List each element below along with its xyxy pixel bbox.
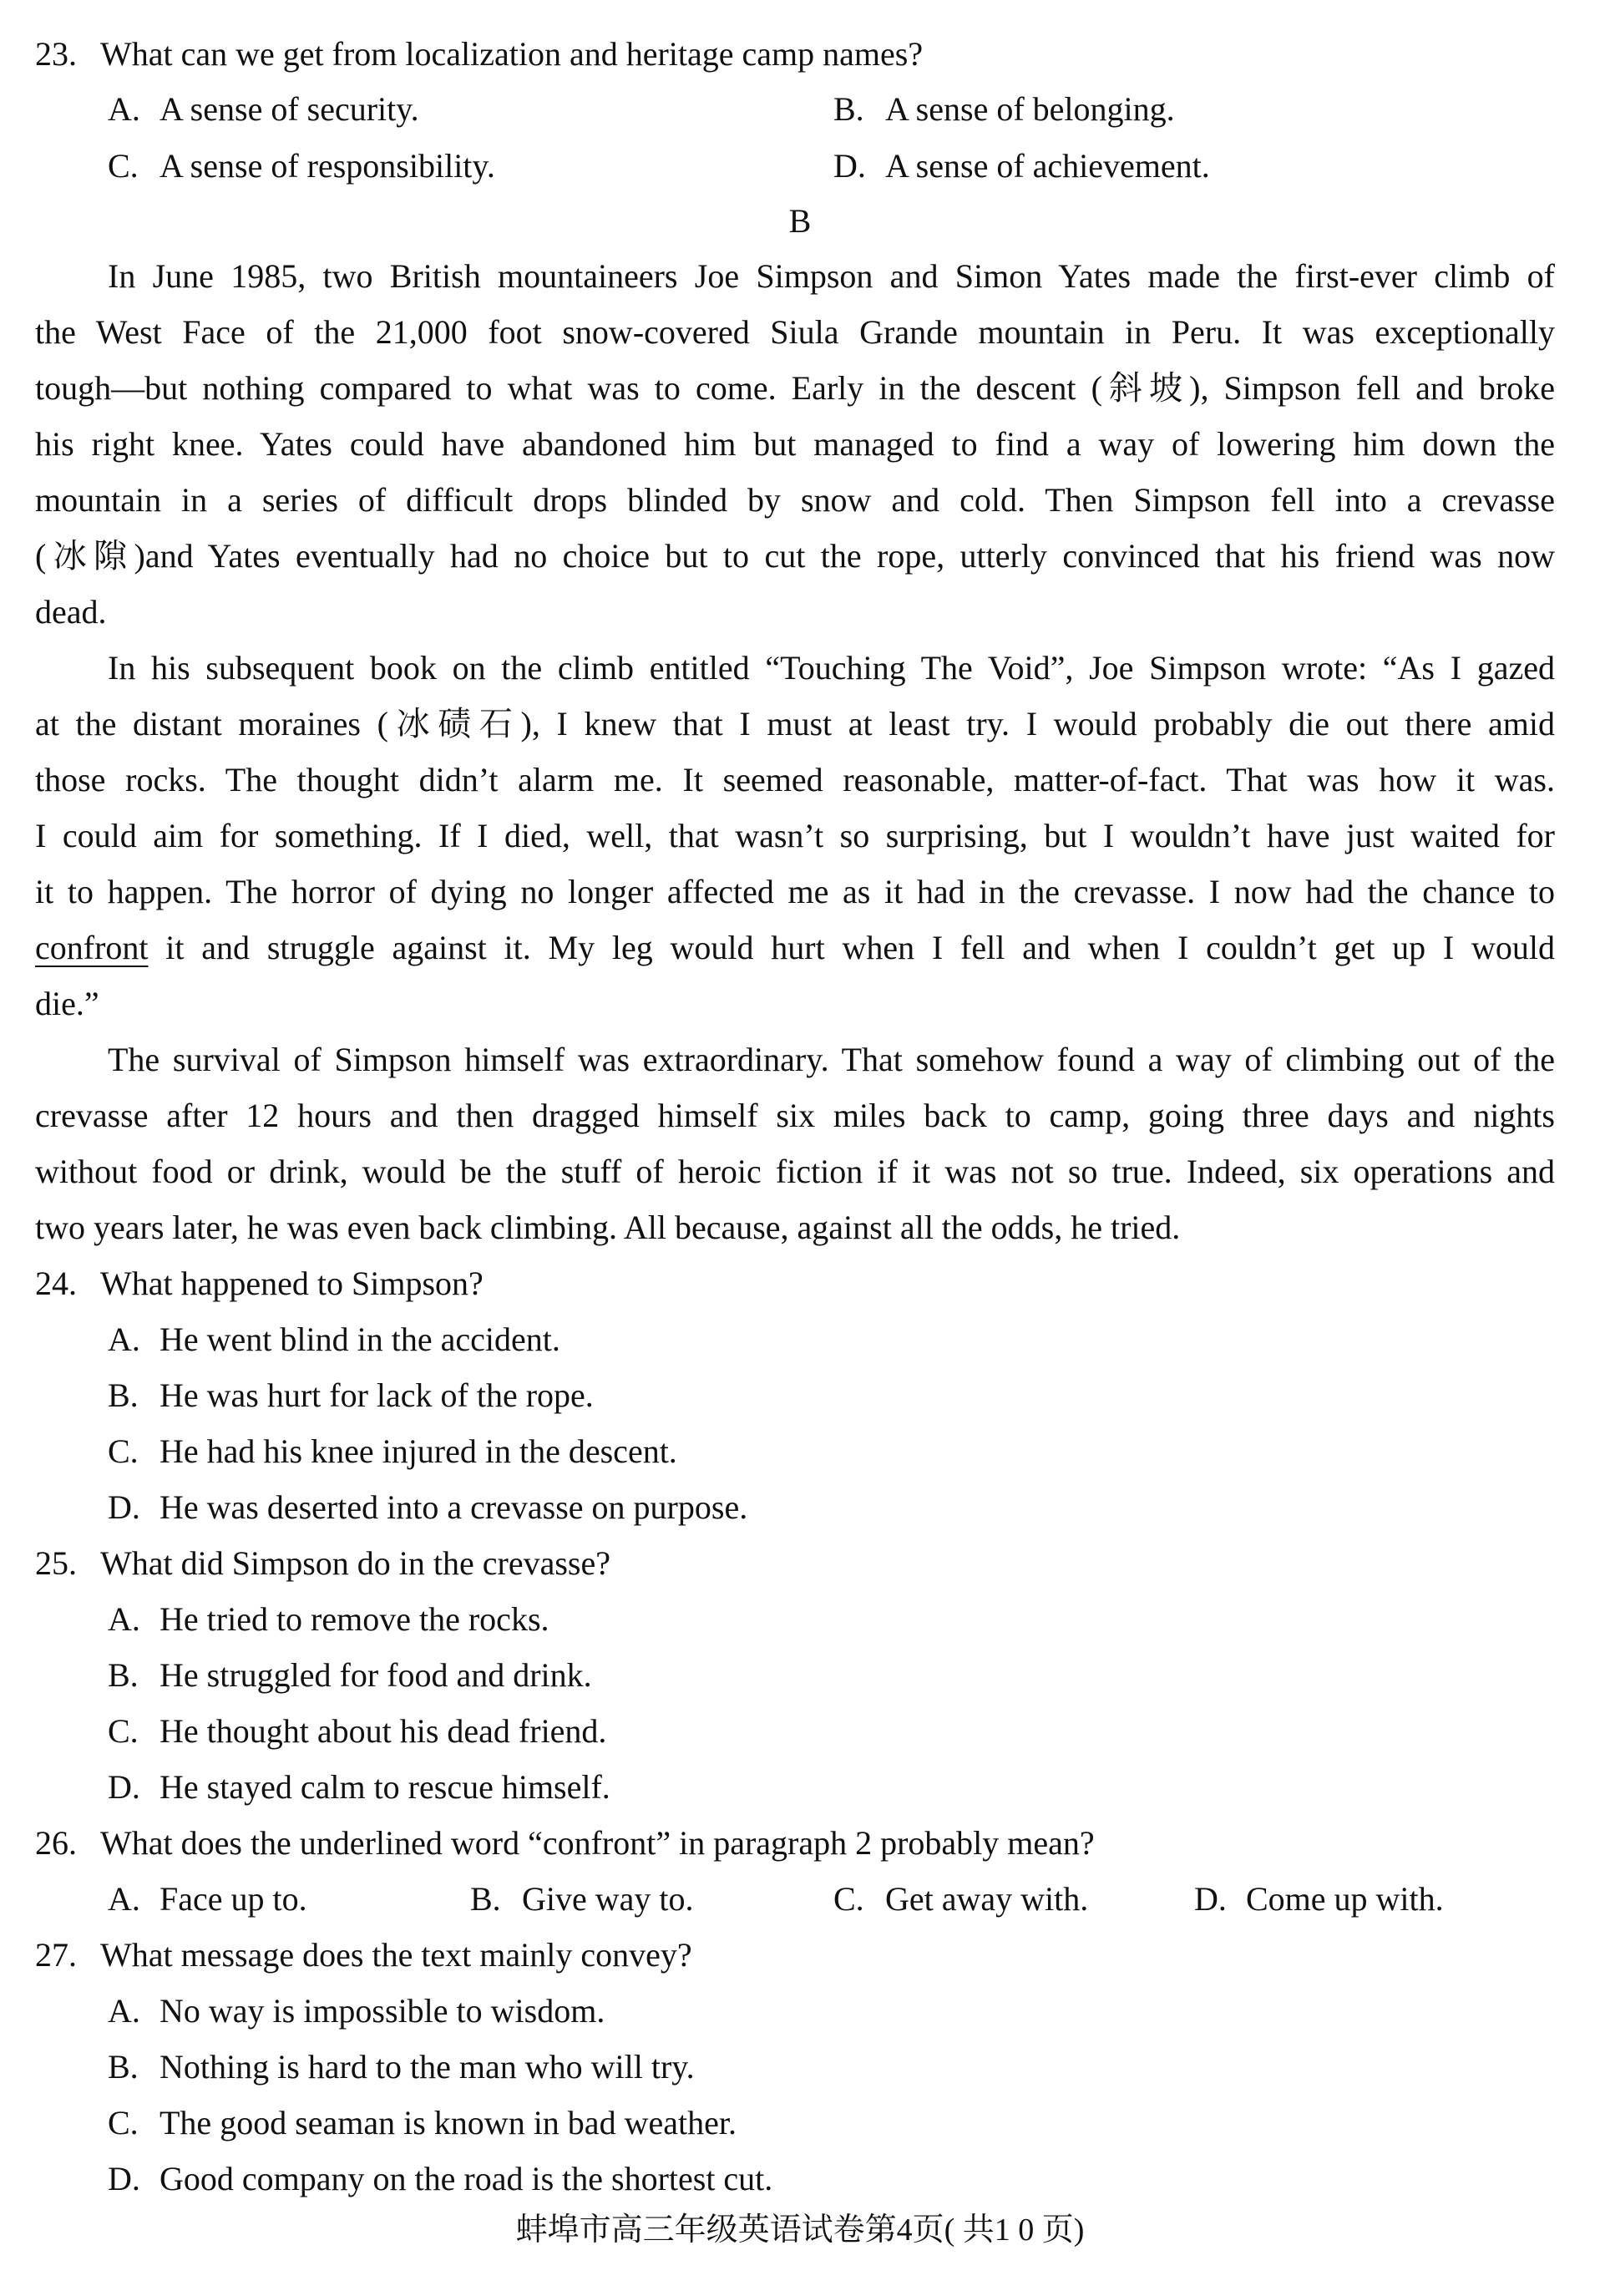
page-footer: 蚌埠市高三年级英语试卷第4页( 共1 0 页) [515,2212,1085,2248]
question-number: 27. [35,1936,77,1974]
passage-line: two years later, he was even back climbing. All because, against all the odds, he tried. [35,1209,1181,1246]
option-c[interactable] [108,2102,737,2144]
option-letter: B. [108,1656,139,1694]
option-letter: C. [108,1432,139,1470]
option-letter: B. [470,1880,501,1918]
option-c[interactable] [108,1431,677,1472]
option-text: Face up to. [159,1880,307,1918]
question-26 [35,1822,1095,1864]
option-letter: A. [108,1600,140,1638]
passage-line: his right knee. Yates could have abandoned him but managed to find a way of lowering him down the [35,425,1555,463]
option-b[interactable] [108,1375,594,1417]
option-letter: B. [108,1376,139,1414]
option-text: He tried to remove the rocks. [159,1600,549,1638]
question-number: 23. [35,35,77,73]
question-text: What does the underlined word “confront” in paragraph 2 probably mean? [100,1824,1095,1862]
passage-line: In June 1985, two British mountaineers Joe Simpson and Simon Yates made the first-ever climb of [108,257,1555,295]
option-text: He went blind in the accident. [159,1320,560,1358]
passage-line: mountain in a series of difficult drops blinded by snow and cold. Then Simpson fell into a crevasse [35,481,1555,519]
question-number: 25. [35,1544,77,1582]
option-letter: C. [108,147,139,185]
passage-line: those rocks. The thought didn’t alarm me. It seemed reasonable, matter-of-fact. That was how it was. [35,761,1555,798]
option-a[interactable] [108,89,419,130]
option-letter: C. [833,1880,864,1918]
question-24 [35,1263,484,1305]
passage-line: tough—but nothing compared to what was to come. Early in the descent (斜坡), Simpson fell and broke [35,369,1555,407]
question-number: 26. [35,1824,77,1862]
option-letter: A. [108,1992,140,2030]
question-text: What message does the text mainly convey? [100,1936,692,1974]
passage-line: without food or drink, would be the stuff of heroic fiction if it was not so true. Indeed, six operations and [35,1153,1555,1190]
option-d[interactable] [108,2158,772,2200]
option-d[interactable] [108,1487,747,1528]
option-text: The good seaman is known in bad weather. [159,2104,737,2141]
question-23 [35,33,923,75]
option-c[interactable] [833,1878,1088,1920]
option-c[interactable] [108,1711,606,1752]
option-b[interactable] [108,2046,695,2088]
option-text: A sense of achievement. [885,147,1210,185]
passage-line: dead. [35,593,107,631]
option-letter: B. [833,90,864,128]
option-letter: D. [1194,1880,1227,1918]
passage-line: die.” [35,985,99,1022]
option-b[interactable] [470,1878,694,1920]
option-d[interactable] [108,1766,610,1808]
option-text: Get away with. [885,1880,1089,1918]
option-text: A sense of security. [159,90,419,128]
option-text: Nothing is hard to the man who will try. [159,2048,695,2086]
option-text: He was deserted into a crevasse on purpose. [159,1488,748,1526]
option-b[interactable] [108,1655,592,1696]
option-b[interactable] [833,89,1175,130]
option-letter: D. [108,1488,140,1526]
option-text: A sense of belonging. [885,90,1175,128]
option-letter: D. [833,147,866,185]
option-letter: B. [108,2048,139,2086]
option-d[interactable] [833,145,1210,187]
passage-line: (冰隙)and Yates eventually had no choice but to cut the rope, utterly convinced that his friend was now [35,537,1555,575]
option-a[interactable] [108,1990,605,2032]
question-25 [35,1543,610,1584]
option-letter: A. [108,1320,140,1358]
option-a[interactable] [108,1599,549,1640]
section-label: B [788,202,812,240]
option-letter: D. [108,1768,140,1806]
option-text: He struggled for food and drink. [159,1656,592,1694]
option-text: He was hurt for lack of the rope. [159,1376,594,1414]
passage-line: In his subsequent book on the climb entitled “Touching The Void”, Joe Simpson wrote: “As I gazed [108,649,1555,687]
option-letter: C. [108,1712,139,1750]
option-c[interactable] [108,145,495,187]
passage-line: the West Face of the 21,000 foot snow-covered Siula Grande mountain in Peru. It was exceptionally [35,313,1555,351]
option-text: A sense of responsibility. [159,147,495,185]
option-text: Give way to. [522,1880,694,1918]
option-a[interactable] [108,1319,560,1361]
option-text: He had his knee injured in the descent. [159,1432,677,1470]
option-text: Come up with. [1246,1880,1444,1918]
question-text: What happened to Simpson? [100,1265,484,1302]
option-d[interactable] [1194,1878,1444,1920]
passage-line [35,927,1555,969]
underlined-word: confront [35,929,149,966]
option-letter: D. [108,2160,140,2197]
option-a[interactable] [108,1878,307,1920]
question-27 [35,1934,692,1976]
passage-line: The survival of Simpson himself was extraordinary. That somehow found a way of climbing out of the [108,1041,1555,1078]
option-text: No way is impossible to wisdom. [159,1992,605,2030]
option-text: He stayed calm to rescue himself. [159,1768,610,1806]
passage-line: it to happen. The horror of dying no longer affected me as it had in the crevasse. I now had the chance to [35,873,1555,910]
option-text: Good company on the road is the shortest cut. [159,2160,773,2197]
passage-line: I could aim for something. If I died, well, that wasn’t so surprising, but I wouldn’t have just waited for [35,817,1555,854]
passage-line-rest: it and struggle against it. My leg would hurt when I fell and when I couldn’t get up I would [165,929,1556,966]
question-number: 24. [35,1265,77,1302]
option-letter: A. [108,90,140,128]
option-letter: C. [108,2104,139,2141]
passage-line: at the distant moraines (冰碛石), I knew that I must at least try. I would probably die out there amid [35,705,1555,743]
question-text: What can we get from localization and heritage camp names? [100,35,924,73]
option-text: He thought about his dead friend. [159,1712,607,1750]
passage-line: crevasse after 12 hours and then dragged himself six miles back to camp, going three days and nights [35,1097,1555,1134]
option-letter: A. [108,1880,140,1918]
question-text: What did Simpson do in the crevasse? [100,1544,610,1582]
